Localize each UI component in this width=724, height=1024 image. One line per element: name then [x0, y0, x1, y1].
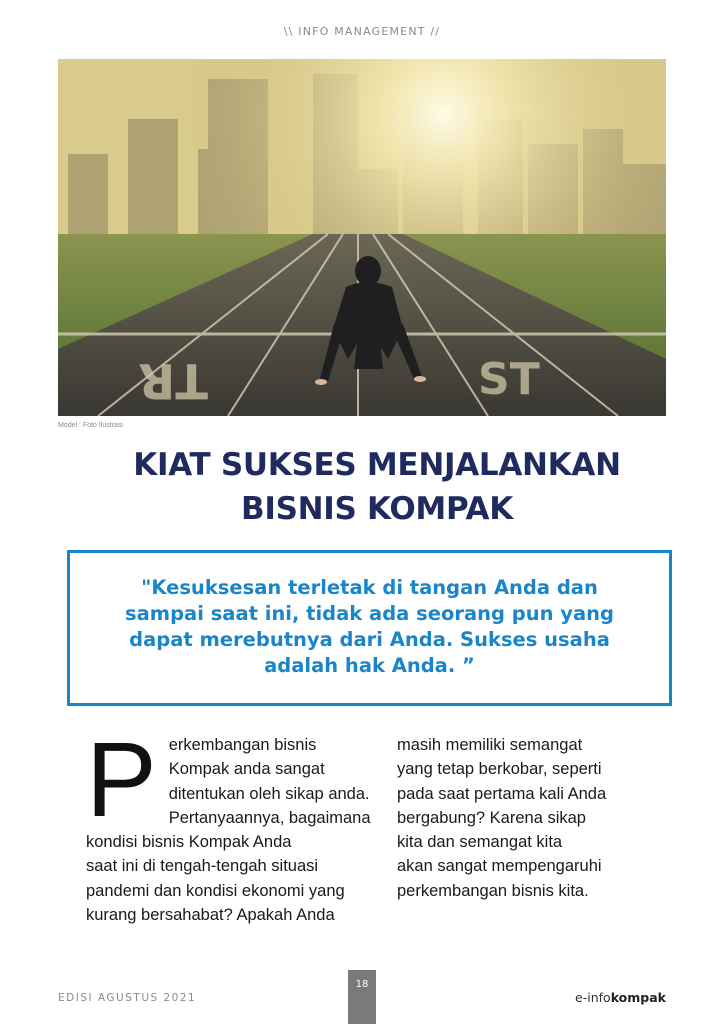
body-line: pandemi dan kondisi ekonomi yang: [86, 881, 345, 900]
body-line: kita dan semangat kita: [397, 833, 563, 852]
body-line: Kompak anda sangat: [168, 760, 325, 779]
body-line: Pertanyaannya, bagaimana: [168, 808, 371, 827]
drop-cap: P: [86, 721, 157, 839]
body-column-1: [86, 721, 386, 927]
section-label: \\ INFO MANAGEMENT //: [283, 25, 441, 38]
body-line: bergabung? Karena sikap: [397, 808, 586, 827]
page-number: 18: [355, 979, 369, 990]
body-line: akan sangat mempengaruhi: [397, 857, 602, 876]
brand-prefix: e-info: [575, 990, 611, 1005]
body-line: kondisi bisnis Kompak Anda: [86, 833, 292, 852]
pull-quote: [100, 575, 639, 679]
article-title: [0, 443, 724, 531]
photo-caption: Model : Foto Ilustrasi: [58, 422, 123, 429]
body-line: ditentukan oleh sikap anda.: [168, 784, 370, 803]
page-number-tab: [348, 970, 376, 1024]
hero-photo: [58, 59, 666, 416]
brand-bold: kompak: [610, 990, 666, 1005]
quote-line: "Kesuksesan terletak di tangan Anda dan: [141, 576, 598, 599]
title-line-2: BISNIS KOMPAK: [241, 491, 513, 527]
quote-line: sampai saat ini, tidak ada seorang pun yang: [125, 602, 614, 625]
body-line: kurang bersahabat? Apakah Anda: [86, 906, 335, 925]
body-line: yang tetap berkobar, seperti: [397, 760, 602, 779]
pull-quote-box: [67, 550, 672, 706]
svg-text:TR: TR: [138, 352, 208, 408]
body-line: perkembangan bisnis kita.: [397, 881, 589, 900]
quote-line: adalah hak Anda. ”: [264, 654, 475, 677]
body-column-2: [397, 733, 667, 903]
body-line: masih memiliki semangat: [397, 736, 583, 754]
brand-logo: [575, 990, 666, 1005]
title-line-1: KIAT SUKSES MENJALANKAN: [133, 447, 621, 483]
quote-line: dapat merebutnya dari Anda. Sukses usaha: [129, 628, 610, 651]
edition-label: EDISI AGUSTUS 2021: [58, 992, 197, 1004]
svg-text:ST: ST: [478, 354, 540, 405]
body-line: saat ini di tengah-tengah situasi: [86, 857, 319, 876]
body-line: erkembangan bisnis: [168, 736, 317, 754]
businessman-starting-line-illustration: [58, 59, 666, 416]
body-line: pada saat pertama kali Anda: [397, 784, 607, 803]
